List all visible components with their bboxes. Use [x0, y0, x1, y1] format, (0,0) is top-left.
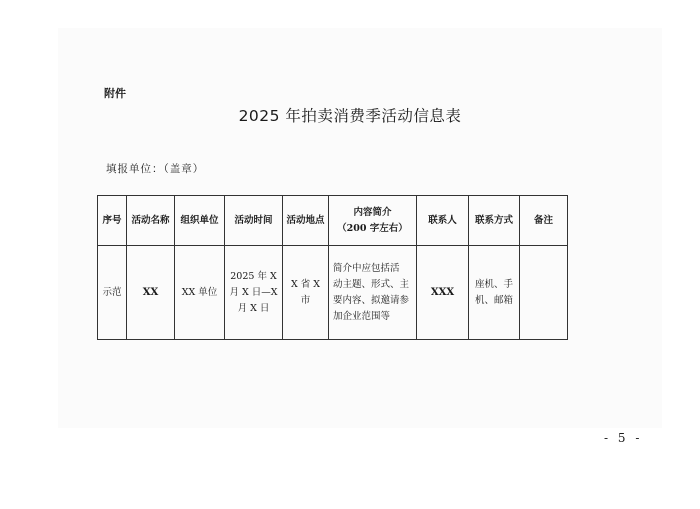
header-activity-name: 活动名称 [127, 196, 175, 246]
page-number: - 5 - [604, 431, 643, 445]
cell-activity-location: X 省 X 市 [283, 246, 329, 340]
cell-content-intro: 简介中应包括活 动主题、形式、主 要内容、拟邀请参 加企业范围等 [329, 246, 417, 340]
cell-activity-name: XX [127, 246, 175, 340]
header-content-intro: 内容简介 （200 字左右） [329, 196, 417, 246]
table-header-row [98, 196, 568, 246]
attachment-label: 附件 [104, 87, 126, 100]
header-activity-location: 活动地点 [283, 196, 329, 246]
activity-info-table [97, 195, 568, 340]
table-row [98, 246, 568, 340]
header-contact-method: 联系方式 [469, 196, 520, 246]
cell-index: 示范 [98, 246, 127, 340]
cell-remarks [520, 246, 568, 340]
header-organizer: 组织单位 [175, 196, 225, 246]
cell-activity-time: 2025 年 X 月 X 日—X 月 X 日 [225, 246, 283, 340]
header-remarks: 备注 [520, 196, 568, 246]
cell-organizer: XX 单位 [175, 246, 225, 340]
cell-contact-method: 座机、手 机、邮箱 [469, 246, 520, 340]
fill-unit-label: 填报单位：（盖章） [106, 163, 205, 175]
document-title: 2025 年拍卖消费季活动信息表 [238, 107, 462, 125]
cell-contact-person: XXX [417, 246, 469, 340]
header-contact-person: 联系人 [417, 196, 469, 246]
header-activity-time: 活动时间 [225, 196, 283, 246]
header-index: 序号 [98, 196, 127, 246]
